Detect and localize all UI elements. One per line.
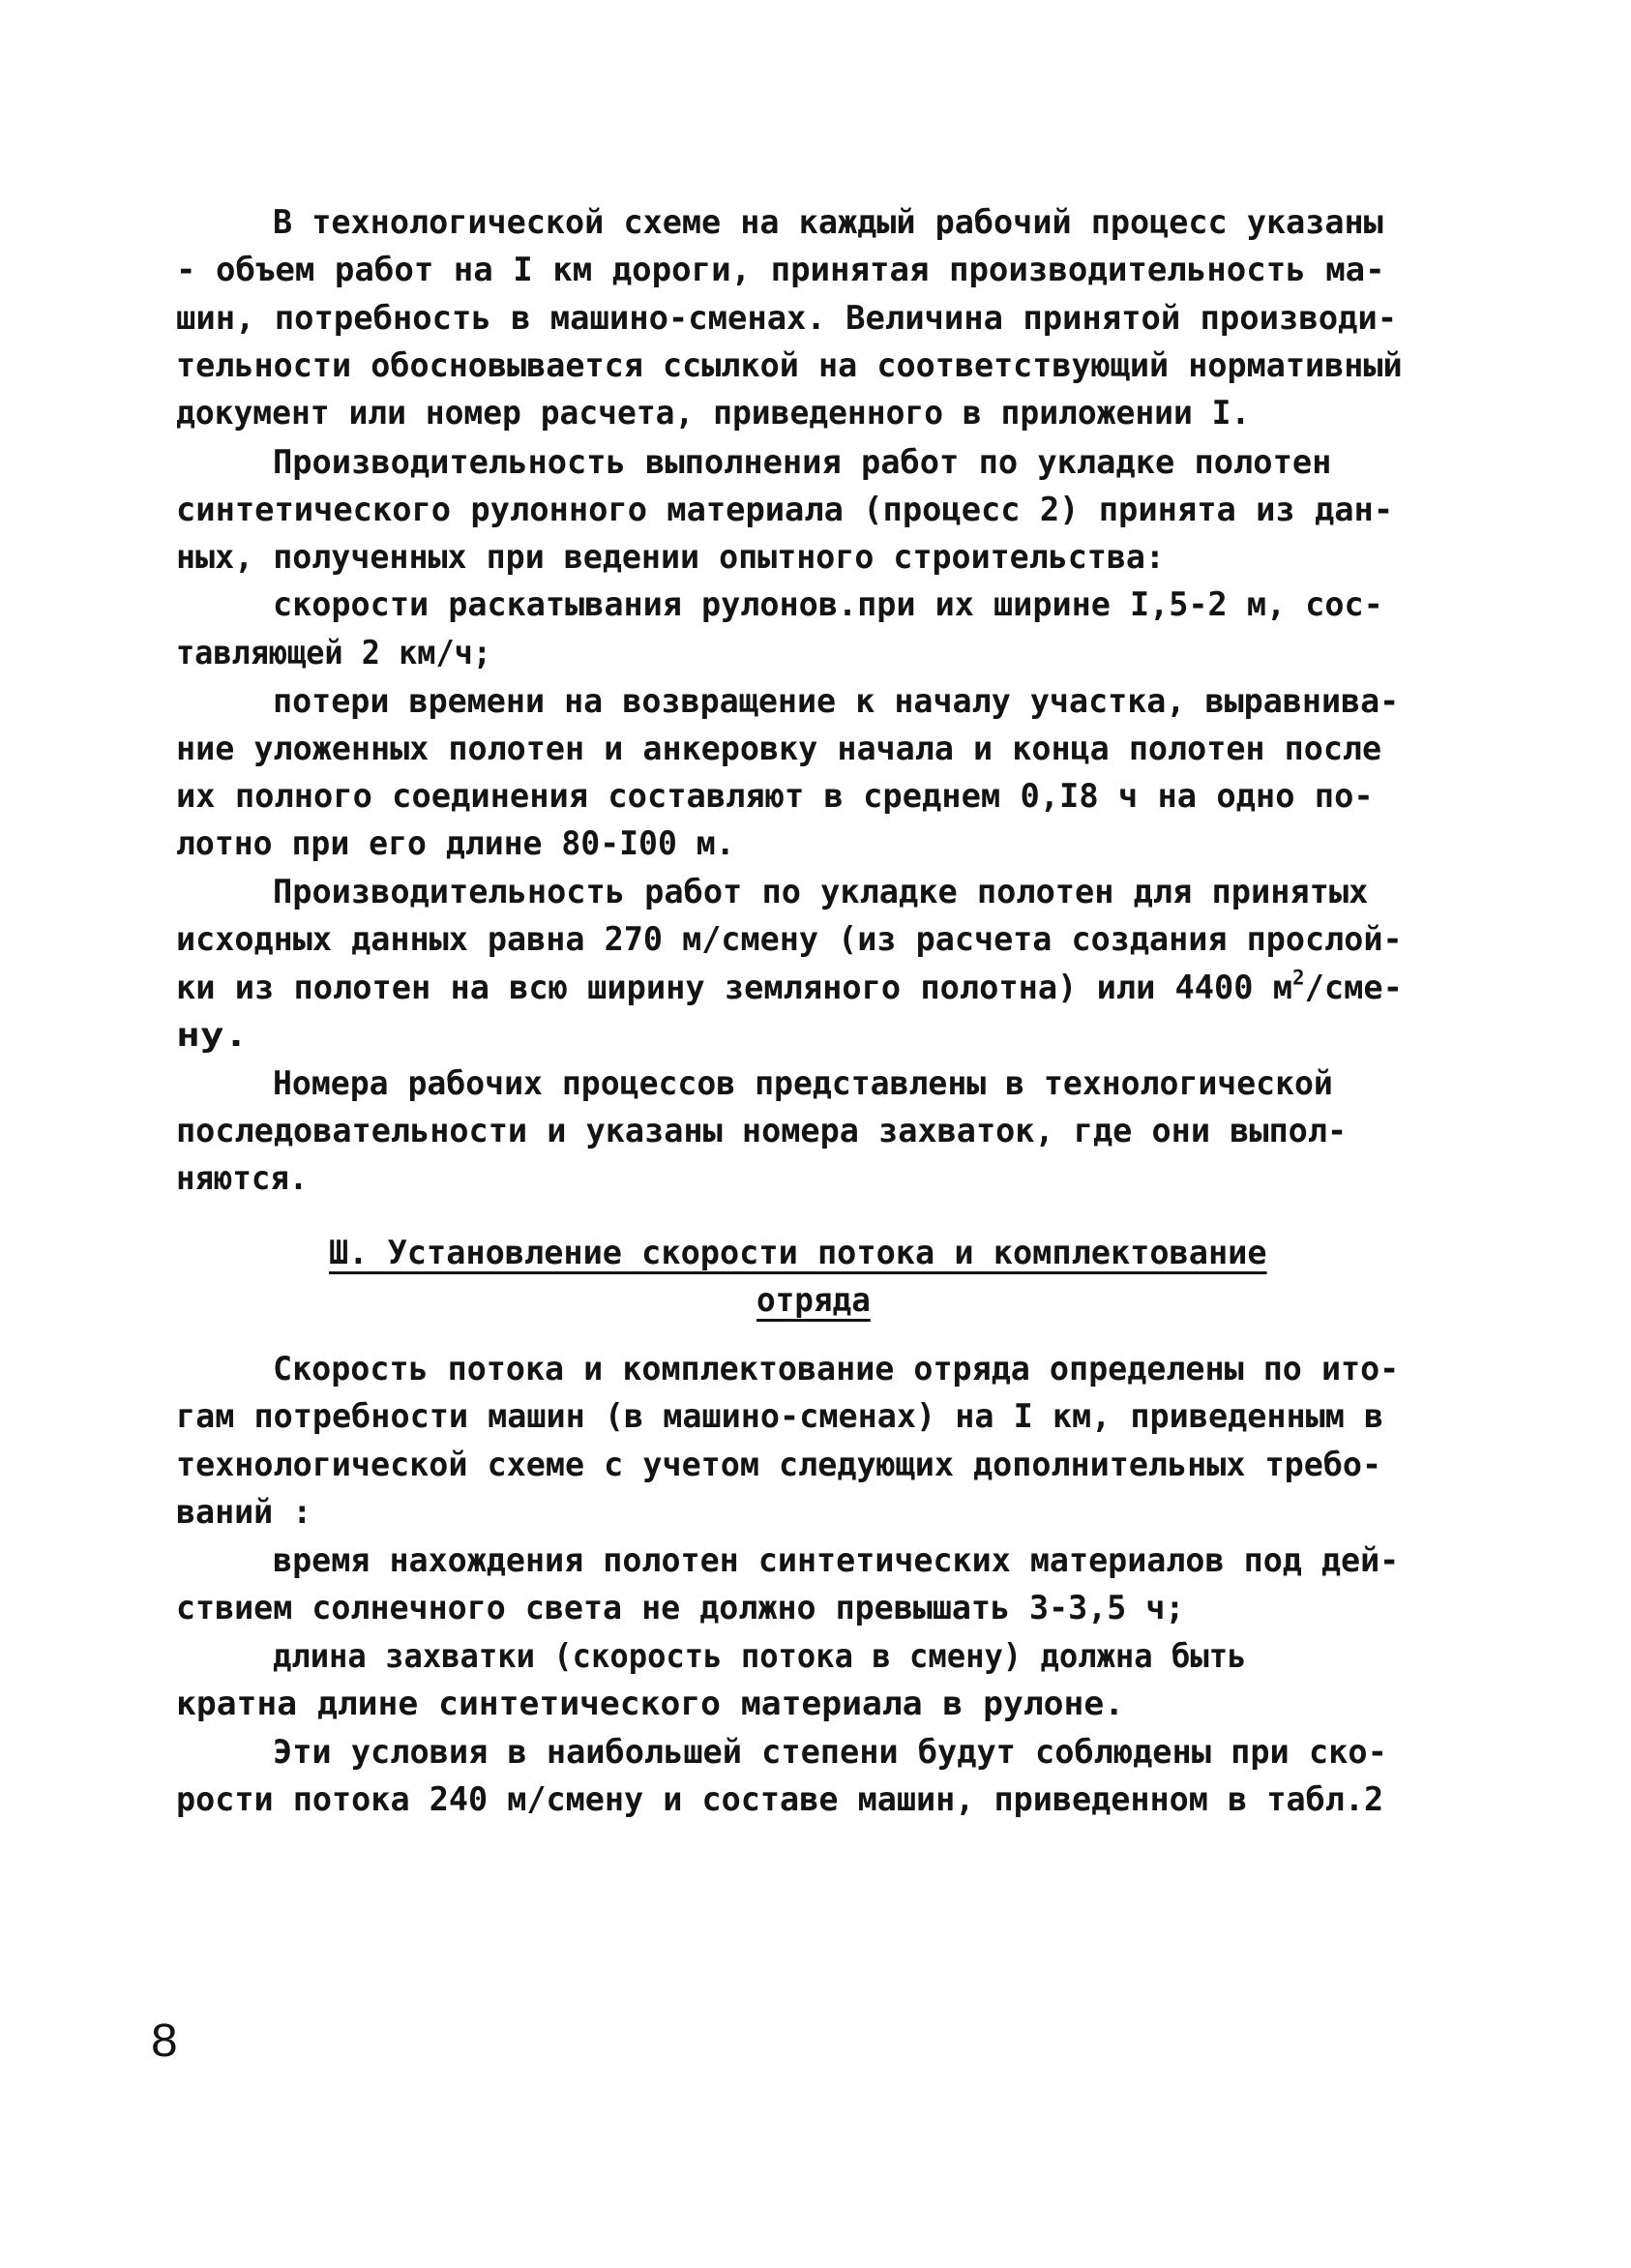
text-line: няются. <box>176 1159 309 1198</box>
text-line: тавляющей 2 км/ч; <box>176 634 491 672</box>
page-number: 8 <box>151 2015 178 2067</box>
text-line: - объем работ на I км дороги, принятая производительность ма- <box>176 251 1385 289</box>
text-line: кратна длине синтетического материала в рулоне. <box>176 1685 1125 1723</box>
text-line: Производительность работ по укладке полотен для принятых <box>273 873 1369 911</box>
text-line: Скорость потока и комплектование отряда определены по ито- <box>273 1350 1400 1388</box>
text-line: Эти условия в наибольшей степени будут соблюдены при ско- <box>273 1733 1387 1772</box>
text-line: ных, полученных при ведении опытного строительства: <box>176 538 1165 577</box>
text-line: ваний : <box>176 1493 312 1532</box>
text-line: скорости раскатывания рулонов.при их ширине I,5-2 м, сос- <box>273 585 1383 624</box>
text-line: последовательности и указаны номера захваток, где они выпол- <box>176 1112 1348 1150</box>
text-line: Производительность выполнения работ по укладке полотен <box>273 443 1332 482</box>
text-segment: ки из полотен на всю ширину земляного полотна) или 4400 м <box>176 969 1293 1007</box>
text-segment: /сме- <box>1304 969 1403 1007</box>
text-line: потери времени на возвращение к началу участка, выравнива- <box>273 682 1400 721</box>
text-line: синтетического рулонного материала (процесс 2) принята из дан- <box>176 491 1394 529</box>
text-line: их полного соединения составляют в среднем 0,I8 ч на одно по- <box>176 777 1374 816</box>
text-line: время нахождения полотен синтетических материалов под дей- <box>273 1541 1400 1580</box>
text-line: документ или номер расчета, приведенного в приложении I. <box>176 394 1251 433</box>
text-line: исходных данных равна 270 м/смену (из расчета создания прослой- <box>176 920 1403 959</box>
section-heading: Ш. Установление скорости потока и комплектование <box>329 1234 1267 1272</box>
text-line <box>176 965 1403 1011</box>
text-line: ние уложенных полотен и анкеровку начала и конца полотен после <box>176 730 1382 768</box>
text-line: ствием солнечного света не должно превышать 3-3,5 ч; <box>176 1589 1185 1627</box>
text-line: гам потребности машин (в машино-сменах) на I км, приведенным в <box>176 1397 1384 1436</box>
section-heading: отряда <box>756 1281 871 1320</box>
superscript: 2 <box>1292 965 1305 990</box>
text-line: тельности обосновывается ссылкой на соответствующий нормативный <box>176 346 1403 385</box>
text-line: длина захватки (скорость потока в смену) должна быть <box>273 1637 1247 1676</box>
text-line: шин, потребность в машино-сменах. Величина принятой производи- <box>176 299 1398 338</box>
text-line: рости потока 240 м/смену и составе машин, приведенном в табл.2 <box>176 1780 1384 1819</box>
text-line: Номера рабочих процессов представлены в технологической <box>273 1064 1333 1103</box>
text-line: технологической схеме с учетом следующих дополнительных требо- <box>176 1446 1382 1484</box>
text-line: В технологической схеме на каждый рабочий процесс указаны <box>273 203 1383 242</box>
text-line: лотно при его длине 80-I00 м. <box>176 824 735 863</box>
text-line: ну. <box>176 1016 249 1055</box>
